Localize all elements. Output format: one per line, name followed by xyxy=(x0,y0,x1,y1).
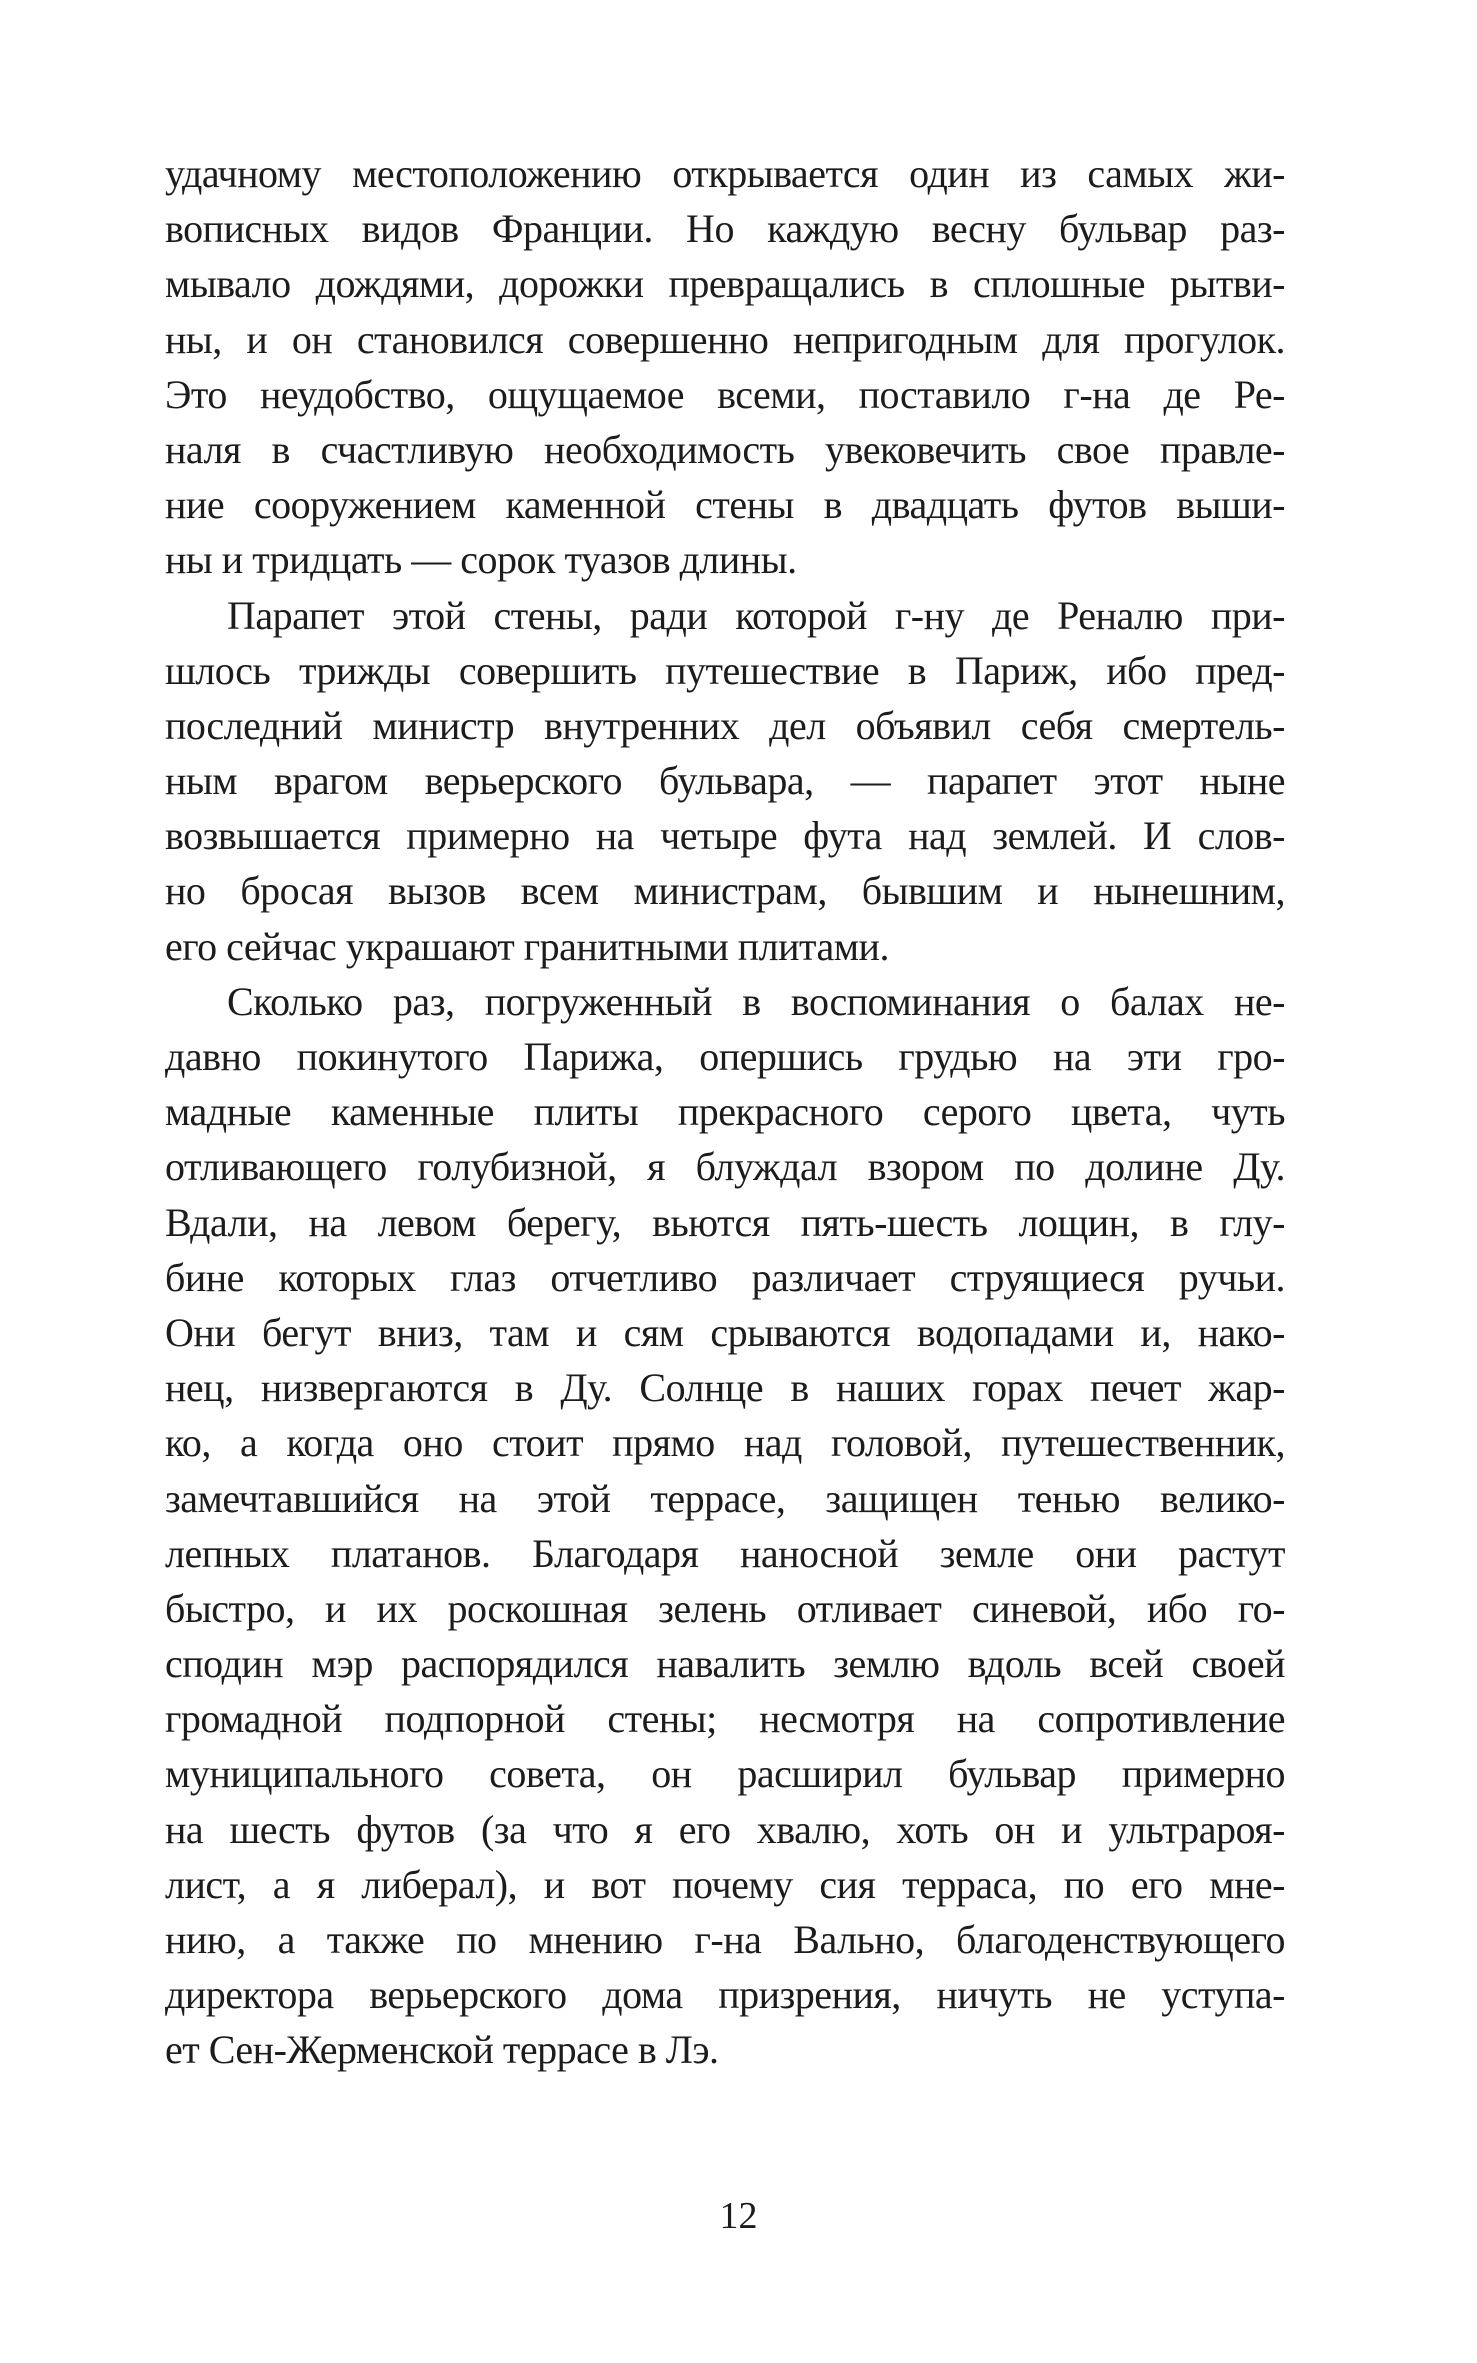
text-line: шлось трижды совершить путешествие в Париж, ибо пред- xyxy=(165,647,1285,693)
text-line: ным врагом верьерского бульвара, — парапет этот ныне xyxy=(165,758,1285,804)
text-line: быстро, и их роскошная зелень отливает синевой, ибо го- xyxy=(165,1585,1285,1631)
text-line: Сколько раз, погруженный в воспоминания о балах не- xyxy=(227,978,1285,1024)
text-line: ко, а когда оно стоит прямо над головой, путешественник, xyxy=(165,1420,1285,1466)
text-line: мывало дождями, дорожки превращались в сплошные рытви- xyxy=(165,261,1285,307)
text-line: лист, а я либерал), и вот почему сия терраса, по его мне- xyxy=(165,1861,1285,1907)
text-line: директора верьерского дома призрения, ничуть не уступа- xyxy=(165,1972,1285,2018)
text-line: громадной подпорной стены; несмотря на сопротивление xyxy=(165,1696,1285,1742)
text-line: нец, низвергаются в Ду. Солнце в наших горах печет жар- xyxy=(165,1365,1285,1411)
text-line: но бросая вызов всем министрам, бывшим и нынешним, xyxy=(165,868,1285,914)
text-line: отливающего голубизной, я блуждал взором по долине Ду. xyxy=(165,1144,1285,1190)
paragraph-1 xyxy=(165,146,1285,588)
page-body xyxy=(165,146,1285,2078)
text-line: на шесть футов (за что я его хвалю, хоть он и ультрароя- xyxy=(165,1806,1285,1852)
text-line: последний министр внутренних дел объявил себя смертель- xyxy=(165,702,1285,748)
paragraph-2 xyxy=(165,588,1285,974)
text-line: лепных платанов. Благодаря наносной земле они растут xyxy=(165,1530,1285,1576)
text-line: ны и тридцать — сорок туазов длины. xyxy=(165,537,797,583)
text-line: сподин мэр распорядился навалить землю вдоль всей своей xyxy=(165,1641,1285,1687)
text-line: Парапет этой стены, ради которой г-ну де Реналю при- xyxy=(227,592,1285,638)
text-line: нию, а также по мнению г-на Вально, благоденствующего xyxy=(165,1917,1285,1962)
text-line: возвышается примерно на четыре фута над землей. И слов- xyxy=(165,813,1285,859)
page-number: 12 xyxy=(719,2195,758,2237)
text-line: удачному местоположению открывается один из самых жи- xyxy=(165,151,1285,196)
paragraph-3 xyxy=(165,974,1285,2078)
text-line: ны, и он становился совершенно непригодным для прогулок. xyxy=(165,316,1285,362)
text-line: муниципального совета, он расширил бульвар примерно xyxy=(165,1751,1285,1797)
text-line: давно покинутого Парижа, опершись грудью на эти гро- xyxy=(165,1034,1285,1079)
text-line: вописных видов Франции. Но каждую весну бульвар раз- xyxy=(165,206,1285,252)
text-line: мадные каменные плиты прекрасного серого цвета, чуть xyxy=(165,1089,1285,1135)
text-line: наля в счастливую необходимость увековечить свое правле- xyxy=(165,426,1285,472)
text-line: ние сооружением каменной стены в двадцать футов выши- xyxy=(165,482,1285,528)
text-line: его сейчас украшают гранитными плитами. xyxy=(165,923,889,969)
text-line: замечтавшийся на этой террасе, защищен тенью велико- xyxy=(165,1475,1285,1521)
text-line: Они бегут вниз, там и сям срываются водопадами и, нако- xyxy=(165,1309,1285,1355)
text-line: бине которых глаз отчетливо различает струящиеся ручьи. xyxy=(165,1254,1285,1300)
text-line: ет Сен-Жерменской террасе в Лэ. xyxy=(165,2027,719,2073)
text-line: Вдали, на левом берегу, вьются пять-шесть лощин, в глу- xyxy=(165,1199,1285,1245)
text-line: Это неудобство, ощущаемое всеми, поставило г-на де Ре- xyxy=(165,371,1285,417)
